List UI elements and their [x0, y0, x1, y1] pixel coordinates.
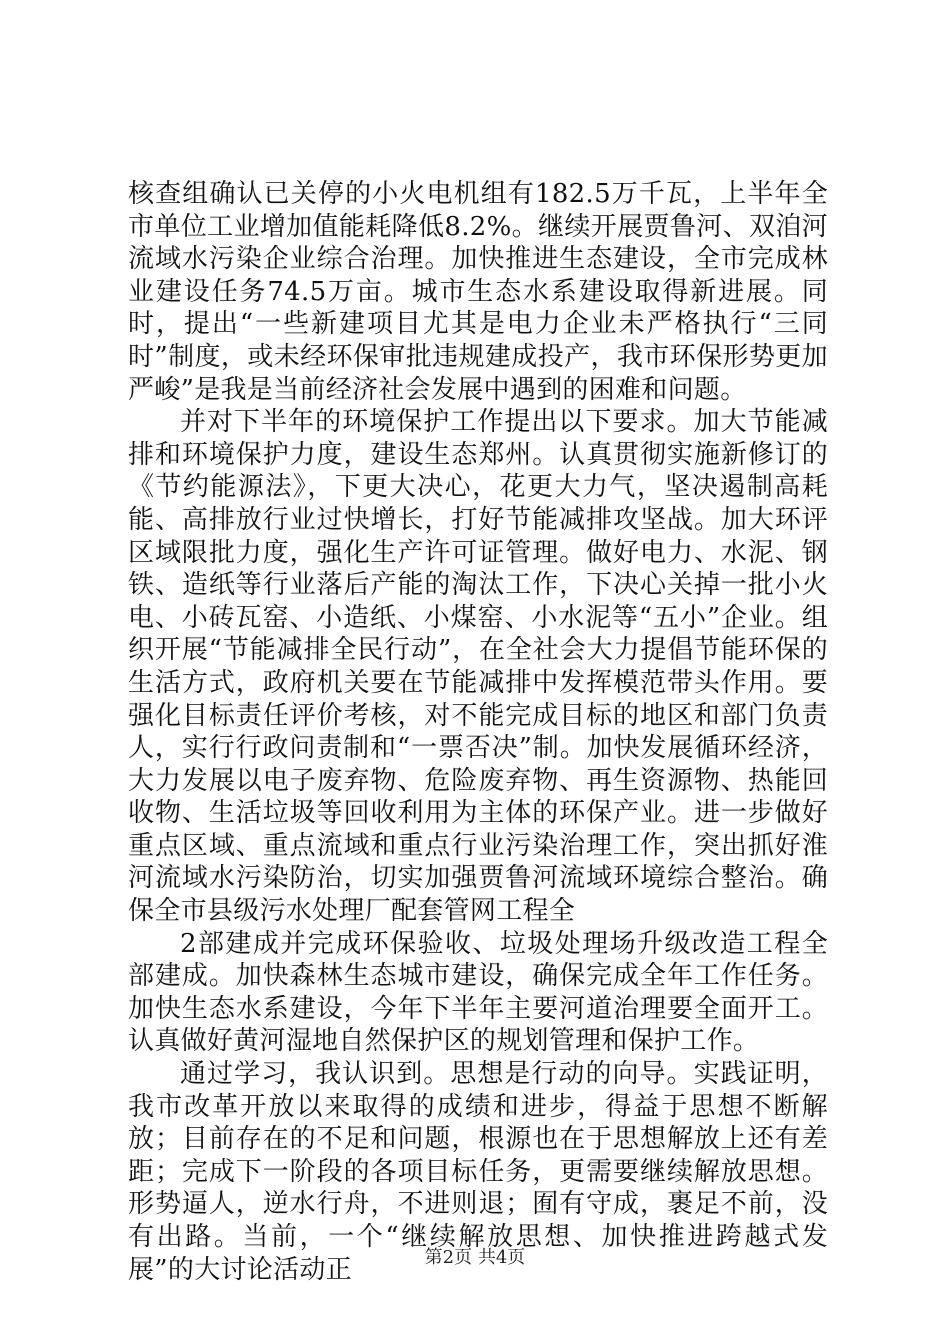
paragraph-4: 通过学习，我认识到。思想是行动的向导。实践证明，我市改革开放以来取得的成绩和进步，得益于思想不断解放；目前存在的不足和问题，根源也在于思想解放上还有差距；完成下一阶段的各项目标任务，更需要继续解放思想。形势逼人，逆水行舟，不进则退；囿有守成，裹足不前，没有出路。当前，一个“继续解放思想、加快推进跨越式发展”的大讨论活动正 [128, 1059, 828, 1285]
paragraph-1: 核查组确认已关停的小火电机组有182.5万千瓦，上半年全市单位工业增加值能耗降低8.2%。继续开展贾鲁河、双洎河流域水污染企业综合治理。加快推进生态建设，全市完成林业建设任务74.5万亩。城市生态水系建设取得新进展。同时，提出“一些新建项目尤其是电力企业未严格执行“三同时”制度，或未经环保审批违规建成投产，我市环保形势更加严峻”是我是当前经济社会发展中遇到的困难和问题。 [128, 179, 828, 405]
paragraph-2: 并对下半年的环境保护工作提出以下要求。加大节能减排和环境保护力度，建设生态郑州。认真贯彻实施新修订的《节约能源法》，下更大决心，花更大力气，坚决遏制高耗能、高排放行业过快增长，打好节能减排攻坚战。加大环评区域限批力度，强化生产许可证管理。做好电力、水泥、钢铁、造纸等行业落后产能的淘汰工作，下决心关掉一批小火电、小砖瓦窑、小造纸、小煤窑、小水泥等“五小”企业。组织开展“节能减排全民行动”，在全社会大力提倡节能环保的生活方式，政府机关要在节能减排中发挥模范带头作用。要强化目标责任评价考核，对不能完成目标的地区和部门负责人，实行行政问责制和“一票否决”制。加快发展循环经济，大力发展以电子废弃物、危险废弃物、再生资源物、热能回收物、生活垃圾等回收利用为主体的环保产业。进一步做好重点区域、重点流域和重点行业污染治理工作，突出抓好淮河流域水污染防治，切实加强贾鲁河流域环境综合整治。确保全市县级污水处理厂配套管网工程全 [128, 407, 828, 927]
paragraph-3: 2部建成并完成环保验收、垃圾处理场升级改造工程全部建成。加快森林生态城市建设，确保完成全年工作任务。加快生态水系建设，今年下半年主要河道治理要全面开工。认真做好黄河湿地自然保护区的规划管理和保护工作。 [128, 928, 828, 1057]
page-number-footer: 第2页 共4页 [424, 1247, 526, 1268]
document-body [128, 178, 828, 1286]
